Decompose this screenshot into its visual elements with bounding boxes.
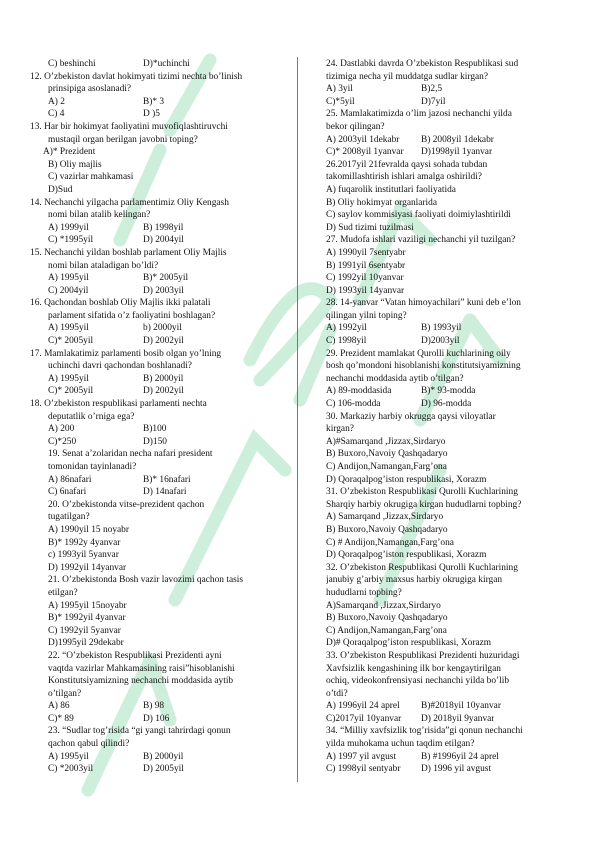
question-text-line: D) Sud tizimi tuzilmasi: [326, 222, 414, 233]
answer-options-row: [30, 763, 294, 776]
answer-option: D)*uchinchi: [143, 59, 190, 69]
question-text-line: etilgan?: [48, 587, 78, 598]
answer-option: C)* 2005yil: [48, 386, 94, 397]
answer-options-row: [30, 96, 294, 109]
question-text-line: 26.2017yil 21fevralda qaysi sohada tubdan: [326, 159, 488, 170]
answer-option: A) 1995yil: [48, 751, 89, 762]
answer-option: A) 200: [48, 424, 75, 435]
answer-option: D)150: [143, 436, 167, 447]
question-text-line: A) 1990yil 15 noyabr: [48, 524, 129, 535]
question-text-line: A) 1990yil 7sentyabr: [326, 247, 406, 258]
answer-options-row: [326, 385, 566, 398]
question-text-line: 19. Senat a’zolaridan necha nafari president: [48, 449, 213, 460]
answer-option: C)* 2008yil 1yanvar: [326, 147, 404, 158]
answer-options-row: [326, 335, 566, 348]
question-text-line: 27. Mudofa ishlari vaziligi nechanchi yil tuzilgan?: [326, 235, 516, 246]
answer-options-row: [30, 234, 294, 247]
question-text-line: A)* Prezident: [43, 147, 96, 158]
answer-options-row: [326, 322, 566, 335]
question-text-line: qilingan yilni toping?: [326, 310, 407, 321]
answer-option: D) 2004yil: [143, 235, 184, 246]
answer-options-row: [326, 713, 566, 726]
answer-options-row: [326, 763, 566, 776]
answer-option: D) 14nafari: [143, 487, 187, 498]
question-text-line: A)Samarqand ,Jizzax,Sirdaryo: [326, 600, 441, 611]
question-text-line: C) 1992yil 5yanvar: [48, 625, 121, 636]
question-text-line: 13. Har bir hokimyat faoliyatini muvofiqlashtiruvchi: [30, 121, 228, 132]
question-text-line: D) 1992yil 14yanvar: [48, 562, 127, 573]
question-text-line: yilda muhokama uchun taqdim etilgan?: [326, 739, 475, 750]
answer-options-row: [326, 146, 566, 159]
answer-option: A) 1999yil: [48, 222, 89, 233]
answer-option: D) 2002yil: [143, 336, 184, 347]
question-text-line: 18. O’zbekiston respublikasi parlamenti nechta: [30, 399, 207, 410]
question-text-line: 14. Nechanchi yilgacha parlamentimiz Oliy Kengash: [30, 197, 229, 208]
answer-option: D)7yil: [421, 96, 446, 107]
answer-option: D) 1996 yil avgust: [421, 764, 492, 775]
question-text-line: o’tilgan?: [48, 688, 82, 699]
answer-option: B)* 2005yil: [143, 273, 189, 284]
question-text-line: c) 1993yil 5yanvar: [48, 550, 119, 561]
answer-options-row: [30, 108, 294, 121]
answer-option: D) 96-modda: [421, 399, 472, 410]
question-text-line: tomonidan tayinlanadi?: [48, 462, 137, 472]
answer-option: C) 6nafari: [48, 487, 87, 498]
answer-option: C)2017yil 10yanvar: [326, 713, 402, 724]
answer-option: C) 2004yil: [48, 285, 89, 296]
answer-option: A) 1996yil 24 aprel: [326, 701, 400, 712]
question-text-line: 28. 14-yanvar “Vatan himoyachilari” kuni deb e’lon: [326, 298, 521, 309]
answer-option: D) 2018yil 9yanvar: [421, 713, 495, 724]
answer-option: A) 1995yil: [48, 323, 89, 334]
question-text-line: deputatlik o’rniga ega?: [48, 411, 135, 422]
answer-option: C) 106-modda: [326, 399, 381, 410]
question-text-line: C) # Andijon,Namangan,Farg’ona: [326, 537, 454, 548]
question-text-line: 20. O’zbekistonda vitse-prezident qachon: [48, 499, 205, 510]
question-text-line: 29. Prezident mamlakat Qurolli kuchlarining oily: [326, 348, 511, 359]
answer-option: C) beshinchi: [48, 59, 96, 69]
answer-option: A) 1992yil: [326, 323, 367, 334]
question-text-line: 33. O’zbekiston Respublikasi Prezidenti huzuridagi: [326, 650, 520, 661]
answer-options-row: [326, 751, 566, 764]
question-text-line: B) Buxoro,Navoiy Qashqadaryo: [326, 613, 448, 624]
column-divider: [297, 57, 298, 782]
answer-option: C) *2003yil: [48, 764, 94, 775]
question-text-line: 12. O’zbekiston davlat hokimyati tizimi nechta bo’linish: [30, 71, 243, 82]
question-text-line: C) Andijon,Namangan,Farg’ona: [326, 462, 447, 472]
question-text-line: Konstitutsiyamizning nechanchi moddasida aytib: [48, 676, 234, 687]
question-text-line: Sharqiy harbiy okrugiga kirgan hududlarni topbing?: [326, 499, 522, 510]
answer-options-row: [326, 134, 566, 147]
question-text-line: kirgan?: [326, 424, 354, 435]
answer-option: A) 89-moddasida: [326, 386, 392, 397]
answer-option: C)* 2005yil: [48, 336, 94, 347]
answer-options-row: [326, 96, 566, 109]
question-text-line: A) 1995yil 15noyabr: [48, 600, 127, 611]
answer-option: B) 2000yil: [143, 751, 184, 762]
question-text-line: takomillashtirish ishlari amalga oshirildi?: [326, 172, 482, 183]
question-text-line: ochiq, videokonfrensiyasi nechanchi yilda bo’lib: [326, 676, 510, 687]
question-text-line: 31. O’zbekiston Respublikasi Qurolli Kuchlarining: [326, 487, 518, 498]
question-text-line: 30. Markaziy harbiy okrugga qaysi viloyatlar: [326, 411, 496, 422]
question-text-line: B) Buxoro,Navoiy Qashqadaryo: [326, 449, 448, 460]
question-text-line: D) Qoraqalpog’iston respublikasi, Xorazm: [326, 550, 487, 561]
answer-option: D)1998yil 1yanvar: [421, 147, 493, 158]
question-text-line: bekor qilingan?: [326, 121, 385, 132]
question-text-line: 23. “Sudlar tog’risida “gi yangi tahrirdagi qonun: [48, 726, 231, 737]
answer-options-row: [30, 285, 294, 298]
answer-option: B)* 16nafari: [143, 474, 191, 485]
answer-option: B) 98: [143, 701, 165, 712]
answer-options-row: [30, 58, 294, 71]
question-text-line: B) Buxoro,Navoiy Qashqadaryo: [326, 524, 448, 535]
answer-option: A) 3yil: [326, 84, 353, 95]
question-text-line: nomi bilan atalib kelingan?: [48, 210, 151, 221]
answer-options-row: [326, 398, 566, 411]
answer-options-row: [30, 385, 294, 398]
answer-option: A) 2: [48, 96, 65, 107]
question-text-line: 22. “O’zbekiston Respublikasi Prezidenti ayni: [48, 650, 222, 661]
question-text-line: D)Sud: [48, 184, 73, 195]
answer-option: D) 2002yil: [143, 386, 184, 397]
answer-options-row: [30, 474, 294, 487]
question-text-line: D)# Qoraqalpog’iston respublikasi, Xorazm: [326, 638, 492, 649]
answer-options-row: [30, 700, 294, 713]
answer-option: C) 4: [48, 109, 65, 120]
answer-option: B) 1993yil: [421, 323, 462, 334]
answer-option: B)#2018yil 10yanvar: [421, 701, 501, 712]
question-text-line: B) Oliy hokimyat organlarida: [326, 197, 438, 208]
answer-options-row: [30, 436, 294, 449]
question-text-line: 16. Qachondan boshlab Oliy Majlis ikki palatali: [30, 298, 211, 309]
answer-option: D )5: [143, 109, 160, 120]
question-text-line: 15. Nechanchi yildan boshlab parlament Oliy Majlis: [30, 247, 227, 258]
question-text-line: tizimiga necha yil muddatga sudlar kirgan?: [326, 71, 489, 82]
answer-options-row: [30, 373, 294, 386]
question-text-line: 25. Mamlakatimizda o’lim jazosi nechanchi yilda: [326, 109, 512, 120]
question-text-line: A) Samarqand ,Jizzax,Sirdaryo: [326, 512, 444, 523]
answer-option: B) #1996yil 24 aprel: [421, 751, 499, 762]
answer-options-row: [30, 751, 294, 764]
question-text-line: nechanchi moddasida aytib o’tilgan?: [326, 373, 464, 384]
question-text-line: A) fuqarolik institutlari faoliyatida: [326, 184, 456, 195]
question-text-line: C) vazirlar mahkamasi: [48, 172, 134, 183]
answer-options-row: [30, 222, 294, 235]
question-text-line: janubiy g’arbiy maxsus harbiy okrugiga kirgan: [326, 575, 503, 586]
question-text-line: vaqtda vazirlar Mahkamasining raisi”hisoblanishi: [48, 663, 235, 674]
answer-option: D) 2003yil: [143, 285, 184, 296]
answer-option: B)* 3: [143, 96, 165, 107]
question-text-line: uchinchi davri qachondan boshlanadi?: [48, 361, 192, 372]
answer-options-row: [30, 272, 294, 285]
answer-option: B) 1998yil: [143, 222, 184, 233]
answer-option: B) 2008yil 1dekabr: [421, 134, 494, 145]
question-text-line: bosh qo’mondoni hisoblanishi konstitutsiyamizning: [326, 361, 521, 372]
answer-options-row: [30, 335, 294, 348]
answer-option: C) *1995yil: [48, 235, 94, 246]
question-text-line: hududlarni topbing?: [326, 587, 402, 598]
question-text-line: qachon qabul qilindi?: [48, 739, 130, 750]
answer-option: C) 1998yil: [326, 336, 367, 347]
question-text-line: o’tdi?: [326, 688, 348, 699]
question-text-line: 17. Mamlakatimiz parlamenti bosib olgan yo’lning: [30, 348, 222, 359]
answer-option: B)* 93-modda: [421, 386, 476, 397]
question-text-line: D)1995yil 29dekabr: [48, 638, 124, 649]
right-column: [326, 58, 566, 776]
question-text-line: B)* 1992y 4yanvar: [48, 537, 121, 548]
question-text-line: B) Oliy majlis: [48, 159, 102, 170]
answer-option: b) 2000yil: [143, 323, 182, 334]
answer-option: A) 86: [48, 701, 70, 712]
answer-option: C) 1998yil sentyabr: [326, 764, 401, 775]
answer-options-row: [326, 83, 566, 96]
answer-option: B) 2000yil: [143, 373, 184, 384]
question-text-line: mustaqil organ berilgan javobni toping?: [48, 134, 198, 145]
answer-option: B)2,5: [421, 84, 443, 95]
question-text-line: nomi bilan ataladigan bo’ldi?: [48, 260, 159, 271]
answer-option: C)*250: [48, 436, 77, 447]
answer-options-row: [30, 423, 294, 436]
question-text-line: tugatilgan?: [48, 512, 90, 523]
question-text-line: B)* 1992yil 4yanvar: [48, 613, 126, 624]
question-text-line: 21. O’zbekistonda Bosh vazir lavozimi qachon tasis: [48, 575, 244, 586]
answer-options-row: [30, 713, 294, 726]
question-text-line: C) saylov kommisiyasi faoliyati doimiylashtirildi: [326, 210, 511, 221]
question-text-line: prinsipiga asoslanadi?: [48, 84, 132, 95]
answer-option: B)100: [143, 424, 167, 435]
answer-option: D) 106: [143, 713, 170, 724]
answer-option: A) 1997 yil avgust: [326, 751, 397, 762]
answer-options-row: [326, 700, 566, 713]
question-text-line: C) 1992yil 10yanvar: [326, 273, 404, 284]
answer-options-row: [30, 322, 294, 335]
answer-option: A) 86nafari: [48, 474, 92, 485]
question-text-line: A)#Samarqand ,Jizzax,Sirdaryo: [326, 436, 446, 447]
question-text-line: 34. “Milliy xavfsizlik tog’risida”gi qonun nechanchi: [326, 726, 523, 737]
question-text-line: parlament sifatida o’z faoliyatini boshlagan?: [48, 310, 216, 321]
question-text-line: 32. O’zbekiston Respublikasi Qurolli Kuchlarining: [326, 562, 518, 573]
question-text-line: D) 1993yil 14yanvar: [326, 285, 405, 296]
answer-option: A) 1995yil: [48, 273, 89, 284]
left-column: [30, 58, 294, 776]
answer-option: C)* 89: [48, 713, 74, 724]
answer-options-row: [30, 486, 294, 499]
question-text-line: D) Qoraqalpog’iston respublikasi, Xorazm: [326, 474, 487, 485]
answer-option: A) 1995yil: [48, 373, 89, 384]
question-text-line: C) Andijon,Namangan,Farg’ona: [326, 625, 447, 636]
question-text-line: B) 1991yil 6sentyabr: [326, 260, 406, 271]
question-text-line: Xavfsizlik kengashining ilk bor kengaytirilgan: [326, 663, 501, 674]
answer-option: D) 2005yil: [143, 764, 184, 775]
question-text-line: 24. Dastlabki davrda O’zbekiston Respublikasi sud: [326, 59, 519, 69]
answer-option: C)*5yil: [326, 96, 355, 107]
answer-option: D)2003yil: [421, 336, 460, 347]
answer-option: A) 2003yil 1dekabr: [326, 134, 400, 145]
